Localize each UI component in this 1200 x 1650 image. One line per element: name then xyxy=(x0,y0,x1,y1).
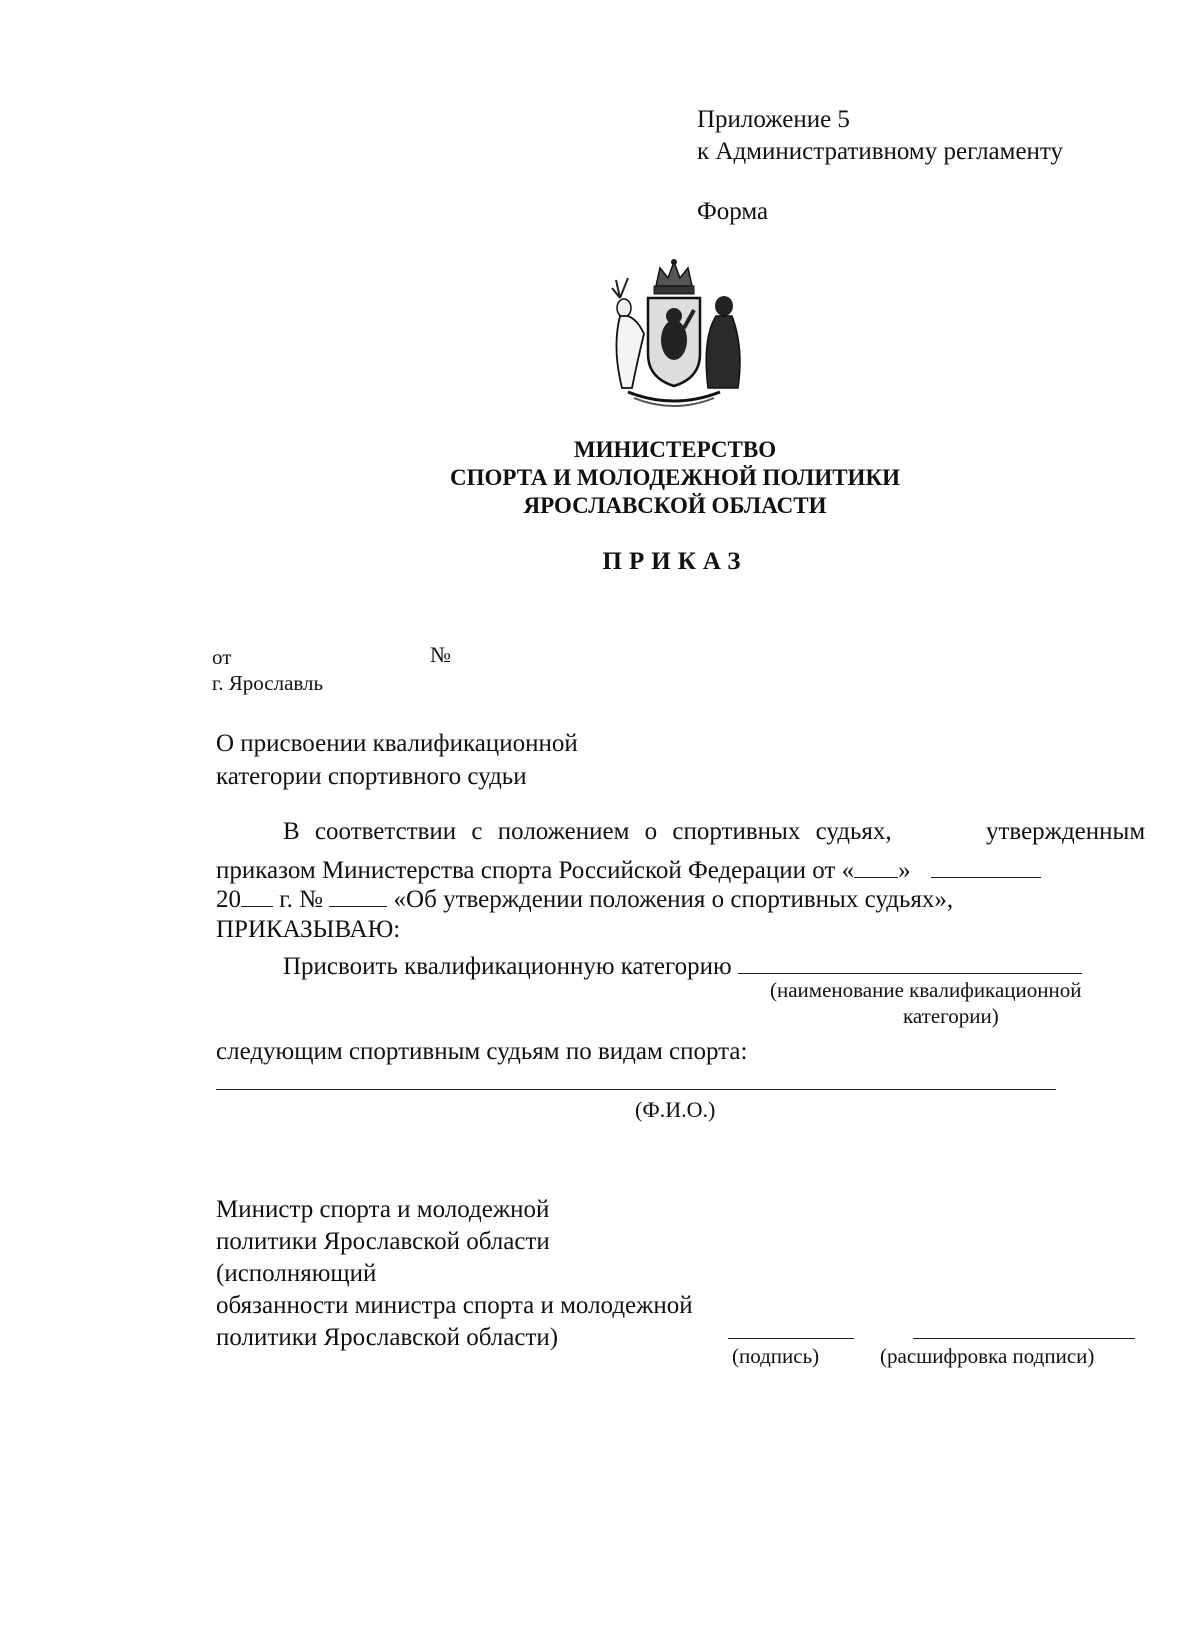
form-label: Форма xyxy=(697,198,769,225)
appendix-line: к Административному регламенту xyxy=(697,138,1064,165)
order-subject xyxy=(216,727,578,793)
body-text: «Об утверждении положения о спортивных судьях», xyxy=(387,886,954,913)
body-text: 20 xyxy=(216,886,241,913)
body-line: утвержденным xyxy=(986,818,1146,845)
date-label: от xyxy=(212,645,232,669)
signature-decode-blank xyxy=(913,1338,1135,1339)
body-line: следующим спортивным судьям по видам спорта: xyxy=(216,1038,748,1065)
day-blank xyxy=(854,852,898,878)
order-number-blank xyxy=(329,881,387,907)
signer-block xyxy=(216,1194,693,1354)
subject-line: О присвоении квалификационной xyxy=(216,730,578,757)
body-text: г. № xyxy=(273,886,324,913)
order-title: ПРИКАЗ xyxy=(602,548,748,575)
body-line: ПРИКАЗЫВАЮ: xyxy=(216,916,401,943)
body-line xyxy=(216,881,953,914)
body-line xyxy=(283,948,1082,981)
year-blank xyxy=(241,881,273,907)
signer-line: Министр спорта и молодежной xyxy=(216,1196,550,1223)
ministry-line: МИНИСТЕРСТВО xyxy=(573,437,777,462)
signer-line: политики Ярославской области) xyxy=(216,1324,559,1351)
appendix-line: Приложение 5 xyxy=(697,106,850,133)
subject-line: категории спортивного судьи xyxy=(216,763,527,790)
fio-hint: (Ф.И.О.) xyxy=(635,1097,716,1122)
body-text: приказом Министерства спорта Российской Федерации от « xyxy=(216,857,855,884)
signature-decode-label: (расшифровка подписи) xyxy=(880,1344,1095,1368)
category-hint: категории) xyxy=(903,1004,999,1028)
appendix-header xyxy=(697,104,1063,168)
category-blank xyxy=(738,948,1082,974)
ministry-line: СПОРТА И МОЛОДЕЖНОЙ ПОЛИТИКИ xyxy=(449,465,901,490)
body-text: Присвоить квалификационную категорию xyxy=(283,953,732,980)
signer-line: политики Ярославской области xyxy=(216,1228,550,1255)
number-label: № xyxy=(430,642,451,667)
yaroslavl-coat-of-arms-icon xyxy=(598,258,750,410)
signer-line: (исполняющий xyxy=(216,1260,377,1287)
signer-line: обязанности министра спорта и молодежной xyxy=(216,1292,693,1319)
ministry-line: ЯРОСЛАВСКОЙ ОБЛАСТИ xyxy=(523,493,827,518)
body-line: В соответствии с положением о спортивных судьях, xyxy=(283,818,892,845)
ministry-name xyxy=(0,436,1200,520)
body-text: » xyxy=(898,857,911,884)
city-label: г. Ярославль xyxy=(212,671,324,695)
signature-label: (подпись) xyxy=(732,1344,820,1368)
fio-blank xyxy=(216,1089,1056,1090)
signature-blank xyxy=(728,1338,854,1339)
month-blank xyxy=(931,852,1041,878)
category-hint: (наименование квалификационной xyxy=(770,978,1082,1002)
